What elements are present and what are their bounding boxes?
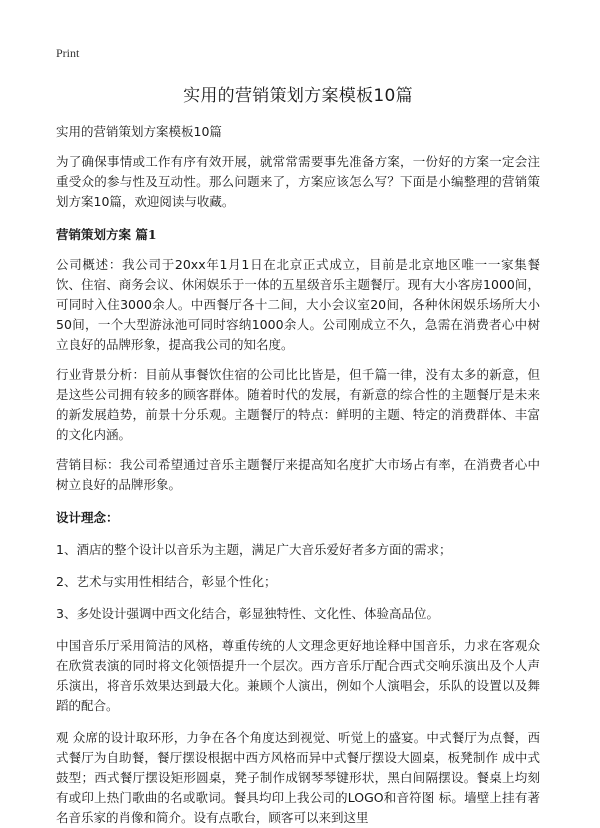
paragraph-marketing-goal: 营销目标：我公司希望通过音乐主题餐厅来提高知名度扩大市场占有率，在消费者心中树立良好的品牌形象。	[56, 457, 540, 492]
paragraph-design-2: 2、艺术与实用性相结合，彰显个性化；	[56, 574, 277, 589]
paragraph-concert-hall: 中国音乐厅采用简洁的风格，尊重传统的人文理念更好地诠释中国音乐，力求在客观众在欣赏表演的同时将文化领悟提升一个层次。西方音乐厅配合西式交响乐演出及个人声乐演出，将音乐效果达到最大化。兼顾个人演出，例如个人演唱会，乐队的设置以及舞蹈的配合。	[56, 638, 540, 713]
paragraph-design-3: 3、多处设计强调中西文化结合，彰显独特性、文化性、体验高品位。	[56, 606, 439, 621]
paragraph-company-overview: 公司概述：我公司于20xx年1月1日在北京正式成立，目前是北京地区唯一一家集餐饮、住宿、商务会议、休闲娱乐于一体的五星级音乐主题餐厅。现有大小客房1000间，可同时入住3000余人。中西餐厅各十二间，大小会议室20间，各种休闲娱乐场所大小50间，一个大型游泳池可同时容纳1000余人。公司刚成立不久，急需在消费者心中树立良好的品牌形象，提高我公司的知名度。	[56, 257, 540, 352]
paragraph-design-1: 1、酒店的整个设计以音乐为主题，满足广大音乐爱好者多方面的需求；	[56, 542, 452, 557]
paragraph-industry-background: 行业背景分析：目前从事餐饮住宿的公司比比皆是，但千篇一律，没有太多的新意，但是这些公司拥有较多的顾客群体。随着时代的发展，有新意的综合性的主题餐厅是未来的新发展趋势，前景十分乐观。主题餐厅的特点：鲜明的主题、特定的消费群体、丰富的文化内涵。	[56, 367, 540, 442]
section-heading-design: 设计理念：	[56, 510, 119, 525]
section-heading-1: 营销策划方案 篇1	[56, 227, 157, 242]
document-subtitle: 实用的营销策划方案模板10篇	[56, 124, 222, 139]
print-label: Print	[56, 46, 80, 60]
paragraph-audience-seating: 观 众席的设计取环形，力争在各个角度达到视觉、听觉上的盛宴。中式餐厅为点餐，西式餐厅为自助餐，餐厅摆设根据中西方风格而异中式餐厅摆设大圆桌，板凳制作 成中式鼓型；西式餐厅摆设矩形圆桌，凳子制作成钢琴琴键形状，黑白间隔摆设。餐桌上均刻有或印上热门歌曲的名或歌词。餐具均印上我公司的LOGO和音符图 标。墙壁上挂有著名音乐家的肖像和简介。设有点歌台，顾客可以来到这里	[56, 730, 540, 825]
intro-paragraph: 为了确保事情或工作有序有效开展，就常常需要事先准备方案，一份好的方案一定会注重受众的参与性及互动性。那么问题来了，方案应该怎么写？下面是小编整理的营销策划方案10篇，欢迎阅读与收藏。	[56, 154, 540, 209]
document-title: 实用的营销策划方案模板10篇	[183, 86, 413, 106]
